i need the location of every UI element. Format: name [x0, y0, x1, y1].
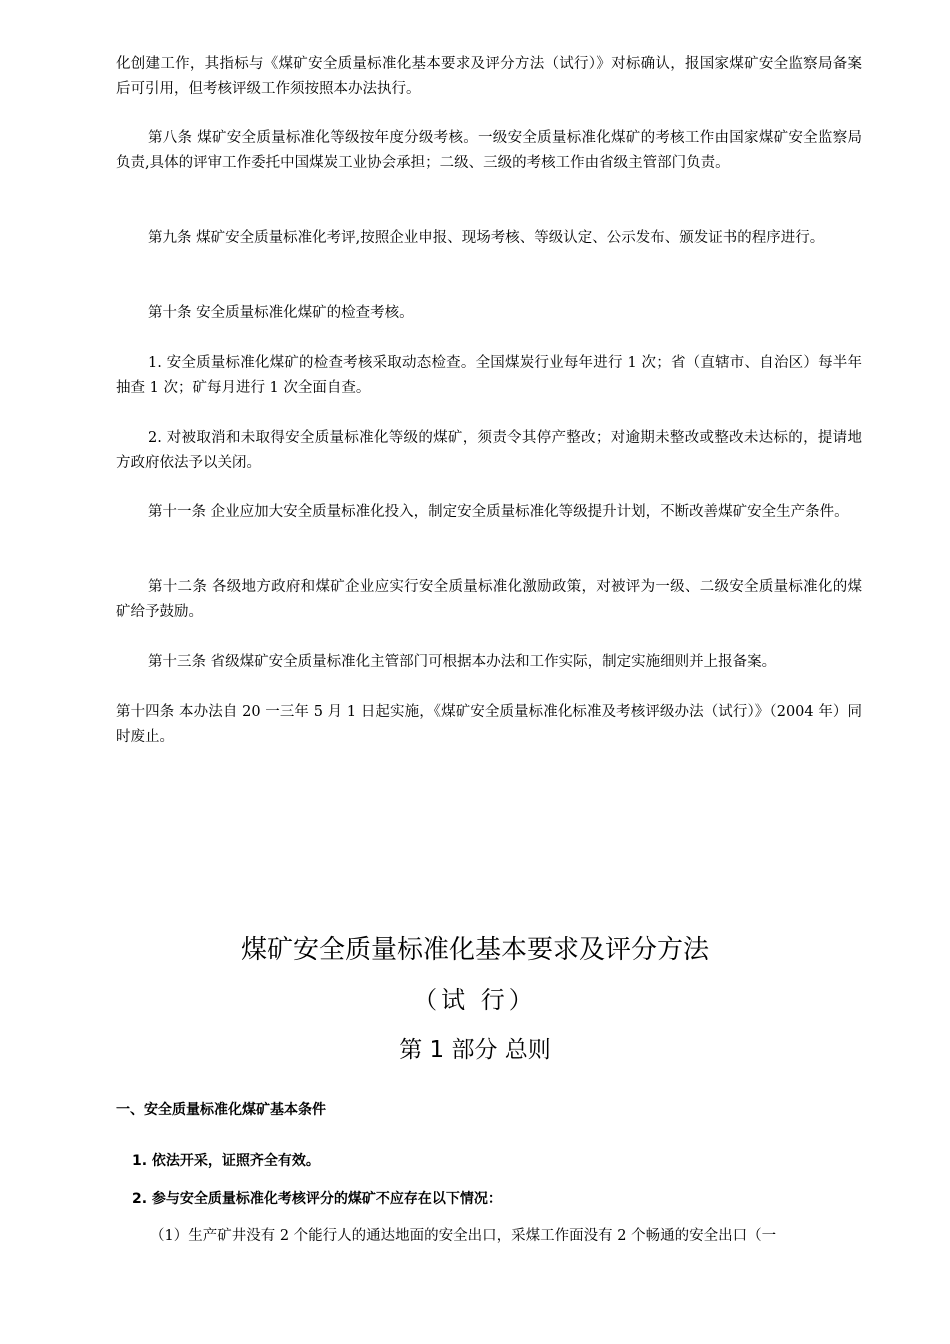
article-11: 第十一条 企业应加大安全质量标准化投入，制定安全质量标准化等级提升计划，不断改善煤矿安全生产条件。 [148, 504, 849, 520]
article-13: 第十三条 省级煤矿安全质量标准化主管部门可根据本办法和工作实际，制定实施细则并上报备案。 [148, 654, 777, 670]
paragraph-continuation: 化创建工作，其指标与《煤矿安全质量标准化基本要求及评分方法（试行）》对标确认，报国家煤矿安全监察局备案后可引用，但考核评级工作须按照本办法执行。 [116, 56, 862, 97]
article-12: 第十二条 各级地方政府和煤矿企业应实行安全质量标准化激励政策，对被评为一级、二级安全质量标准化的煤矿给予鼓励。 [116, 579, 862, 620]
article-10-item-2: 2. 对被取消和未取得安全质量标准化等级的煤矿，须责令其停产整改；对逾期未整改或整改未达标的，提请地方政府依法予以关闭。 [116, 430, 862, 471]
article-8: 第八条 煤矿安全质量标准化等级按年度分级考核。一级安全质量标准化煤矿的考核工作由国家煤矿安全监察局负责,具体的评审工作委托中国煤炭工业协会承担；二级、三级的考核工作由省级主管部门负责。 [116, 130, 862, 171]
article-9: 第九条 煤矿安全质量标准化考评,按照企业申报、现场考核、等级认定、公示发布、颁发证书的程序进行。 [148, 230, 825, 246]
section-heading: 一、安全质量标准化煤矿基本条件 [116, 1102, 326, 1118]
part-heading: 第 1 部分 总则 [399, 1037, 551, 1063]
article-10-item-1: 1. 安全质量标准化煤矿的检查考核采取动态检查。全国煤炭行业每年进行 1 次；省（直辖市、自治区）每半年抽查 1 次；矿每月进行 1 次全面自查。 [116, 355, 862, 396]
article-14: 第十四条 本办法自 20 一三年 5 月 1 日起实施，《煤矿安全质量标准化标准及考核评级办法（试行）》（2004 年）同时废止。 [116, 704, 862, 745]
article-10: 第十条 安全质量标准化煤矿的检查考核。 [148, 305, 414, 321]
condition-item-1: 1. 依法开采，证照齐全有效。 [132, 1153, 320, 1169]
condition-item-2: 2. 参与安全质量标准化考核评分的煤矿不应存在以下情况： [132, 1191, 502, 1207]
document-subtitle: （试 行） [413, 986, 537, 1014]
document-title: 煤矿安全质量标准化基本要求及评分方法 [240, 935, 709, 965]
condition-subitem-1: （1）生产矿井没有 2 个能行人的通达地面的安全出口，采煤工作面没有 2 个畅通的安全出口（一 [150, 1228, 777, 1244]
